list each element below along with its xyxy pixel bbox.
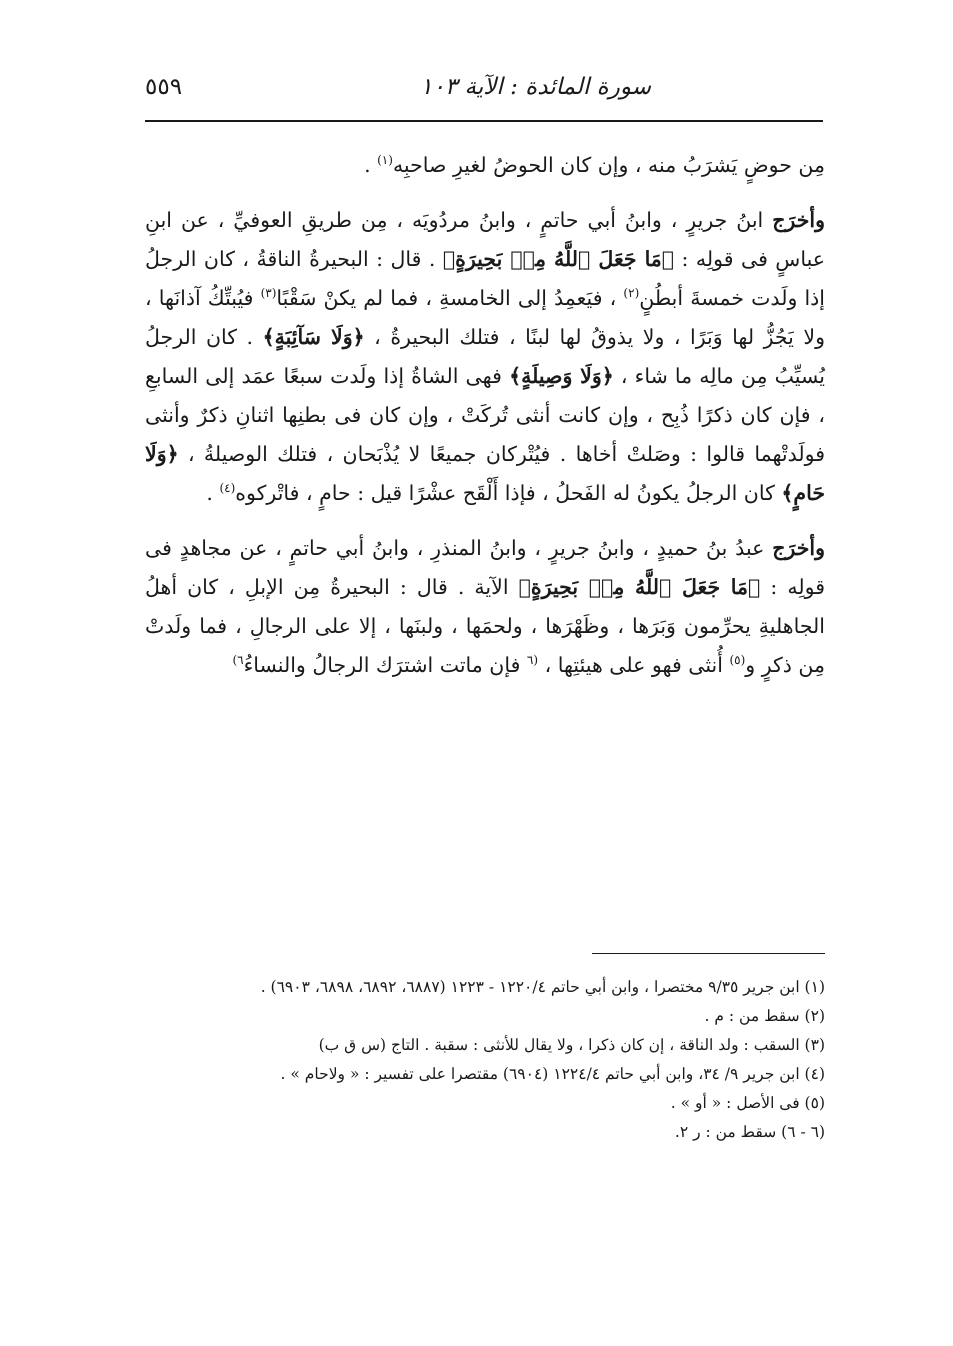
p3-text-4: فإن ماتت اشترَك الرجالُ والنساءُ bbox=[243, 653, 527, 677]
quran-quote-ham: ﴿وَلَا حَامٍ﴾ bbox=[145, 442, 825, 505]
footnote-2: (٢) سقط من : م . bbox=[704, 1007, 825, 1025]
paragraph-2 bbox=[145, 201, 825, 513]
footnote-ref-5: (٥) bbox=[729, 653, 746, 668]
footnote-ref-2: (٢) bbox=[623, 286, 640, 301]
p3-lead-word: وأخرَج bbox=[772, 536, 825, 560]
footnote-ref-6-open: (٦ bbox=[526, 653, 539, 668]
p3-text-2: الآية . قال : البحيرةُ مِن الإبلِ ، كان أهلُ الجاهليةِ يحرِّمون وَبَرَها ، وظَهْرَها ، ولحمَها ، ولبنَها ، إلا على الرجالِ ، فما ولَدتْ مِن ذكرٍ و bbox=[145, 575, 825, 677]
paragraph-3 bbox=[145, 529, 825, 685]
footnote-ref-6-close: ٦) bbox=[232, 653, 244, 668]
p2-text-3: ، فيَعمِدُ إلى الخامسةِ ، فما لم يكنْ سَقْبًا bbox=[276, 286, 624, 310]
footnote-ref-3: (٣) bbox=[260, 286, 277, 301]
running-header bbox=[145, 70, 823, 114]
p2-text-6: فهى الشاةُ إذا ولَدت سبعًا عمَد إلى السابعِ ، فإن كان ذكرًا ذُبِح ، وإن كانت أنثى تُركَتْ ، وإن كان فى بطنِها اثنانِ ذكرٌ وأنثى فولَدتْهما قالوا : وصَلتْ أخاها . فيُتْركان جميعًا لا يُذْبَحان ، فتلك الوصيلةُ ، bbox=[145, 364, 825, 466]
p2-lead-word: وأخرَج bbox=[772, 208, 825, 232]
p2-text-4: فيُبتِّكُ آذانَها ، ولا يَجُزُّ لها وَبَرًا ، ولا يذوقُ لها لبنًا ، فتلك البحيرةُ ، bbox=[145, 286, 825, 349]
footnote-3: (٣) السقب : ولد الناقة ، إن كان ذكرا ، ولا يقال للأنثى : سقبة . التاج (س ق ب) bbox=[318, 1036, 825, 1054]
footnote-6: (٦ - ٦) سقط من : ر ٢. bbox=[674, 1123, 825, 1141]
footnote-1: (١) ابن جرير ٩/٣٥ مختصرا ، وابن أبي حاتم ١٢٢٠/٤ - ١٢٢٣ (٦٨٨٧، ٦٨٩٢، ٦٨٩٨، ٦٩٠٣) . bbox=[260, 978, 825, 996]
p2-text-7: كان الرجلُ يكونُ له الفَحلُ ، فإذا أَلْقَح عشْرًا قيل : حامٍ ، فاتْركوه bbox=[235, 481, 782, 505]
page-number: ٥٥٩ bbox=[145, 74, 183, 100]
p1-text: مِن حوضٍ يَشرَبُ منه ، وإن كان الحوضُ لغيرِ صاحبِه bbox=[392, 153, 825, 177]
footnotes bbox=[145, 973, 825, 1147]
p1-end: . bbox=[364, 153, 378, 177]
p3-text-3: أُنثى فهو على هيئتِها ، bbox=[538, 653, 730, 677]
footnote-ref-1: (١) bbox=[377, 153, 393, 168]
main-text bbox=[145, 146, 825, 685]
footnote-ref-4: (٤) bbox=[219, 481, 236, 496]
quran-quote-wasila: ﴿وَلَا وَصِيلَةٍ﴾ bbox=[509, 364, 614, 388]
quran-quote-saiba: ﴿وَلَا سَآئِبَةٍ﴾ bbox=[262, 325, 365, 349]
p2-text-1: ابنُ جريرٍ ، وابنُ أبي حاتمٍ ، وابنُ مردُويَه ، مِن طريقِ العوفيِّ ، عن ابنِ عباسٍ فى قولِه : bbox=[145, 208, 825, 271]
p3-text-1: عبدُ بنُ حميدٍ ، وابنُ جريرٍ ، وابنُ المنذرِ ، وابنُ أبي حاتمٍ ، عن مجاهدٍ فى قولِه : bbox=[145, 536, 826, 599]
p2-text-2: . قال : البحيرةُ الناقةُ ، كان الرجلُ إذا ولَدت خمسةَ أبطُنٍ bbox=[145, 247, 825, 310]
surah-title: سورة المائدة : الآية ١٠٣ bbox=[420, 74, 651, 100]
footnote-4: (٤) ابن جرير ٩/ ٣٤، وابن أبي حاتم ١٢٢٤/٤ (٦٩٠٤) مقتصرا على تفسير : « ولاحام » . bbox=[280, 1065, 825, 1083]
header-divider bbox=[145, 120, 823, 122]
paragraph-1 bbox=[145, 146, 825, 185]
footnote-5: (٥) فى الأصل : « أو » . bbox=[670, 1094, 825, 1112]
quran-quote-bahira-2: ﴿مَا جَعَلَ ٱللَّهُ مِنۢ بَحِيرَةٍ﴾ bbox=[518, 575, 761, 599]
p2-text-5: . كان الرجلُ يُسيِّبُ مِن مالِه ما شاء ، bbox=[145, 325, 825, 388]
footnote-divider bbox=[592, 953, 825, 954]
quran-quote-bahira: ﴿مَا جَعَلَ ٱللَّهُ مِنۢ بَحِيرَةٍ﴾ bbox=[442, 247, 675, 271]
p2-end: . bbox=[206, 481, 220, 505]
